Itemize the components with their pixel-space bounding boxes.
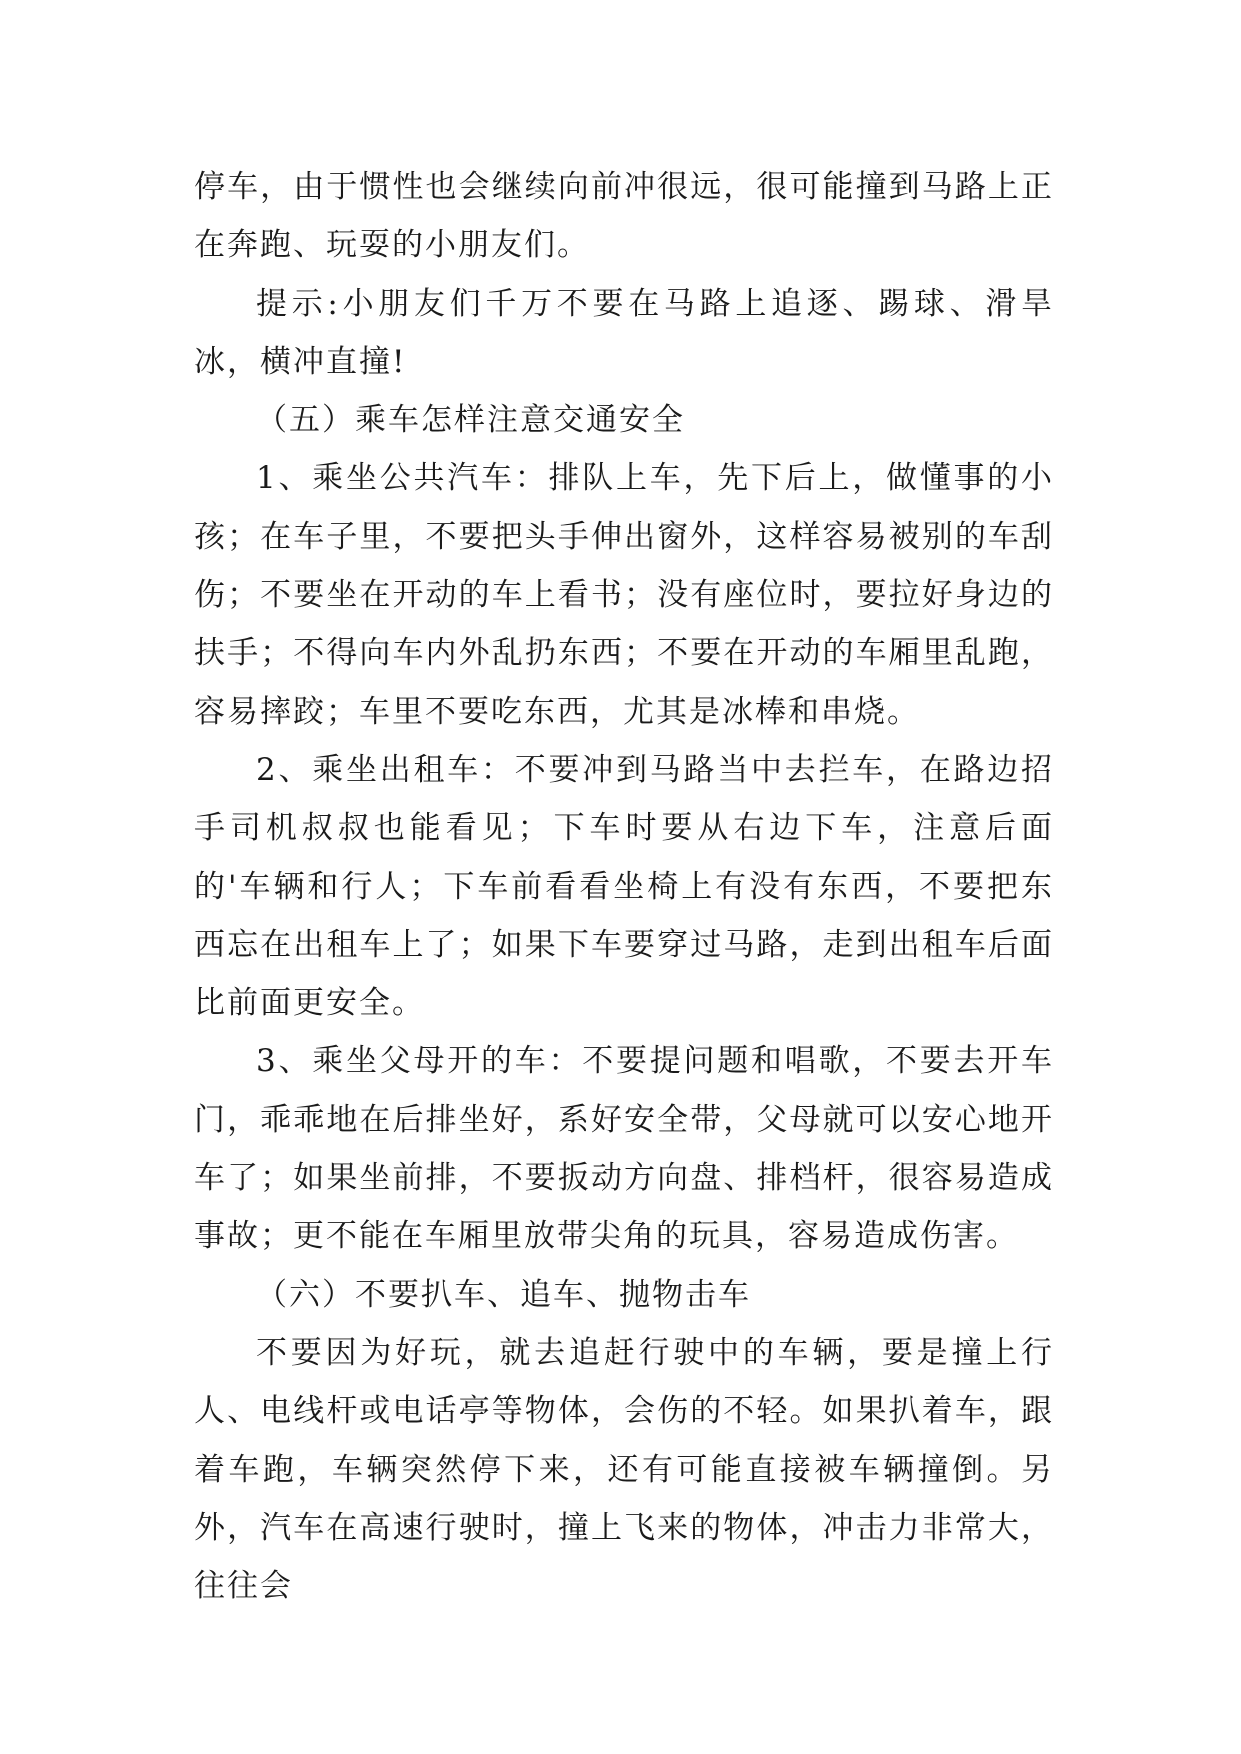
paragraph-chase: 不要因为好玩，就去追赶行驶中的车辆，要是撞上行人、电线杆或电话亭等物体，会伤的不轻。如果扒着车，跟着车跑，车辆突然停下来，还有可能直接被车辆撞倒。另外，汽车在高速行驶时，撞上飞来的物体，冲击力非常大，往往会 (194, 1334, 1054, 1605)
section-heading-five: （五）乘车怎样注意交通安全 (256, 402, 685, 439)
section-heading-six: （六）不要扒车、追车、抛物击车 (256, 1276, 751, 1313)
paragraph-taxi: 2、乘坐出租车：不要冲到马路当中去拦车，在路边招手司机叔叔也能看见；下车时要从右边下车，注意后面的'车辆和行人；下车前看看坐椅上有没有东西，不要把东西忘在出租车上了；如果下车要穿过马路，走到出租车后面比前面更安全。 (194, 751, 1054, 1022)
document-body (194, 158, 1054, 1615)
paragraph-continued: 停车，由于惯性也会继续向前冲很远，很可能撞到马路上正在奔跑、玩耍的小朋友们。 (194, 169, 1054, 264)
paragraph-parents-car: 3、乘坐父母开的车：不要提问题和唱歌，不要去开车门，乖乖地在后排坐好，系好安全带，父母就可以安心地开车了；如果坐前排，不要扳动方向盘、排档杆，很容易造成事故；更不能在车厢里放带尖角的玩具，容易造成伤害。 (194, 1043, 1054, 1255)
paragraph-tip: 提示:小朋友们千万不要在马路上追逐、踢球、滑旱冰，横冲直撞! (194, 285, 1054, 380)
paragraph-bus: 1、乘坐公共汽车：排队上车，先下后上，做懂事的小孩；在车子里，不要把头手伸出窗外，这样容易被别的车刮伤；不要坐在开动的车上看书；没有座位时，要拉好身边的扶手；不得向车内外乱扔东西；不要在开动的车厢里乱跑，容易摔跤；车里不要吃东西，尤其是冰棒和串烧。 (194, 460, 1054, 730)
